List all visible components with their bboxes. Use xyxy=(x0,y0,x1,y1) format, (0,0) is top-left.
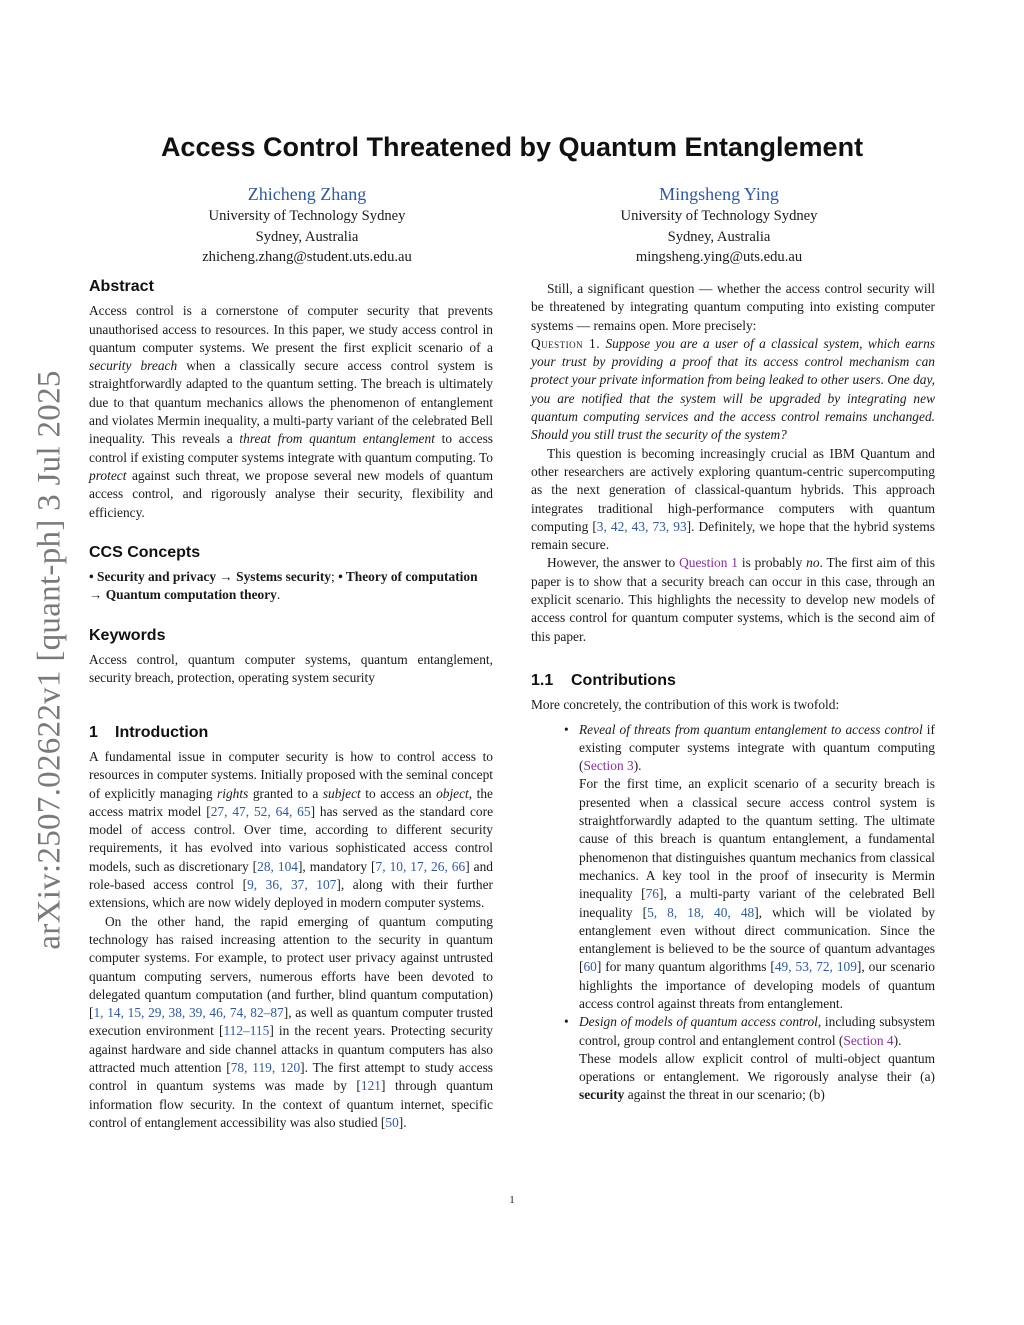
citation-link[interactable]: 9, 36, 37, 107 xyxy=(247,877,337,893)
author-block-1 xyxy=(142,182,472,268)
right-column xyxy=(531,280,935,1105)
citation-link[interactable]: 28, 104 xyxy=(257,858,298,874)
ccs-text: • Security and privacy → Systems security; • Theory of computation → Quantum computation theory. xyxy=(89,569,478,603)
keywords-text: Access control, quantum computer systems, quantum entanglement, security breach, protection, operating system security xyxy=(89,652,493,686)
author-email: mingsheng.ying@uts.edu.au xyxy=(635,249,803,265)
right-paragraph-1: Still, a significant question — whether the access control security will be threatened by integrating quantum computing into existing computer systems — remains open. More precisely: xyxy=(531,281,935,333)
citation-link[interactable]: 78, 119, 120 xyxy=(230,1059,301,1075)
author-affiliation: University of Technology Sydney xyxy=(208,208,406,224)
intro-heading: 1 Introduction xyxy=(89,723,209,741)
bullet-icon: • xyxy=(564,721,569,737)
left-column xyxy=(89,278,493,1132)
citation-link[interactable]: 76 xyxy=(645,886,659,902)
paper-title: Access Control Threatened by Quantum Entanglement xyxy=(160,132,864,162)
author-name[interactable]: Mingsheng Ying xyxy=(659,184,779,204)
citation-link[interactable]: 3, 42, 43, 73, 93 xyxy=(596,518,687,534)
section-link[interactable]: Section 4 xyxy=(843,1032,894,1048)
list-item-detail: For the first time, an explicit scenario of a security breach is presented when a classical secure access control system is straightforwardly adapted to the quantum setting. The ultimate cause of this breach is quantum entanglement, a fundamental phenomenon that distinguishes quantum mechanics from classical mechanics. A key tool in the proof of insecurity is Mermin inequality [76], a multi-party variant of the celebrated Bell inequality [5, 8, 18, 40, 48], which will be violated by entanglement even without direct communication. Since the entanglement is believed to be the source of quantum advantages [60] for many quantum algorithms [49, 53, 72, 109], our scenario highlights the importance of developing models of quantum access control against threats from entanglement. xyxy=(579,776,936,1011)
right-paragraph-2: This question is becoming increasingly crucial as IBM Quantum and other researchers are actively exploring quantum-centric supercomputing as the next generation of classical-quantum hybrids. This approach integrates traditional high-performance computers with quantum computing [3, 42, 43, 73, 93]. Definitely, we hope that the hybrid systems remain secure. xyxy=(531,445,935,553)
section-link[interactable]: Section 3 xyxy=(583,758,634,774)
author-name[interactable]: Zhicheng Zhang xyxy=(247,184,367,204)
list-item: • Design of models of quantum access control, including subsystem control, group control and entanglement control (Section 4). These models allow explicit control of multi-object quantum operations or entanglement. We rigorously analyse their (a) security against the threat in our scenario; (b) xyxy=(579,1013,935,1104)
abstract-heading: Abstract xyxy=(89,278,154,295)
abstract-text: Access control is a cornerstone of computer security that prevents unauthorised access to resources. In this paper, we study access control in quantum computer systems. We present the first explicit scenario of a security breach when a classically secure access control system is straightforwardly adapted to the quantum setting. The breach is ultimately due to that quantum mechanics allows the phenomenon of entanglement and violates Mermin inequality, a multi-party variant of the celebrated Bell inequality. This reveals a threat from quantum entanglement to access control if existing computer systems integrate with quantum computing. To protect against such threat, we propose several new models of quantum access control, and rigorously analyse their security, flexibility and efficiency. xyxy=(89,303,494,520)
contributions-heading: 1.1 Contributions xyxy=(531,671,676,689)
question-link[interactable]: Question 1 xyxy=(679,555,738,571)
list-item-detail: These models allow explicit control of multi-object quantum operations or entanglement. We rigorously analyse their (a) security against the threat in our scenario; (b) xyxy=(579,1050,935,1103)
list-item: • Reveal of threats from quantum entanglement to access control if existing computer systems integrate with quantum computing (Section 3). For the first time, an explicit scenario of a security breach is presented when a classical secure access control system is straightforwardly adapted to the quantum setting. The ultimate cause of this breach is quantum entanglement, a fundamental phenomenon that distinguishes quantum mechanics from classical mechanics. A key tool in the proof of insecurity is Mermin inequality [76], a multi-party variant of the celebrated Bell inequality [5, 8, 18, 40, 48], which will be violated by entanglement even without direct communication. Since the entanglement is believed to be the source of quantum advantages [60] for many quantum algorithms [49, 53, 72, 109], our scenario highlights the importance of developing models of quantum access control against threats from entanglement. xyxy=(579,721,935,1014)
right-paragraph-3: However, the answer to Question 1 is probably no. The first aim of this paper is to show that a security breach can occur in this case, through an explicit scenario. This highlights the necessity to develop new models of access control for quantum computer systems, which is the second aim of this paper. xyxy=(531,555,935,644)
citation-link[interactable]: 112–115 xyxy=(223,1023,270,1039)
ccs-heading: CCS Concepts xyxy=(89,543,201,561)
keywords-heading: Keywords xyxy=(89,626,166,644)
arxiv-identifier: arXiv:2507.02622v1 [quant-ph] 3 Jul 2025 xyxy=(31,370,68,950)
author-location: Sydney, Australia xyxy=(255,228,359,245)
citation-link[interactable]: 5, 8, 18, 40, 48 xyxy=(647,904,755,920)
citation-link[interactable]: 27, 47, 52, 64, 65 xyxy=(210,803,311,819)
citation-link[interactable]: 7, 10, 17, 26, 66 xyxy=(375,858,466,874)
citation-link[interactable]: 50 xyxy=(385,1114,399,1130)
page-number: 1 xyxy=(509,1194,515,1206)
author-location: Sydney, Australia xyxy=(667,228,771,245)
citation-link[interactable]: 60 xyxy=(583,959,597,975)
intro-paragraph-1: A fundamental issue in computer security is how to control access to resources in computer systems. Initially proposed with the seminal concept of explicitly managing rights granted to a subject to access an object, the access matrix model [27, 47, 52, 64, 65] has served as the standard core model of access control. Over time, according to different security requirements, it has evolved into various sophisticated access control models, such as discretionary [28, 104], mandatory [7, 10, 17, 26, 66] and role-based access control [9, 36, 37, 107], along with their further extensions, which are now widely deployed in modern computer systems. xyxy=(89,748,494,911)
question-1: Question 1. Suppose you are a user of a classical system, which earns your trust by providing a proof that its access control mechanism can protect your private information from being leaked to other users. One day, you are notified that the system will be upgraded by integrating new quantum computing services and the access control remains unchanged. Should you still trust the security of the system? xyxy=(531,335,936,443)
citation-link[interactable]: 1, 14, 15, 29, 38, 39, 46, 74, 82–87 xyxy=(93,1005,284,1021)
contributions-list xyxy=(531,721,935,1105)
intro-paragraph-2: On the other hand, the rapid emerging of quantum computing technology has raised increasing attention to the security in quantum computer systems. For example, to protect user privacy against untrusted quantum computing servers, numerous efforts have been devoted to delegated quantum computation (and further, blind quantum computation) [1, 14, 15, 29, 38, 39, 46, 74, 82–87], as well as quantum computer trusted execution environment [112–115] in the recent years. Protecting security against hardware and side channel attacks in quantum computers has also attracted much attention [78, 119, 120]. The first attempt to study access control in quantum systems was made by [121] through quantum information flow security. In the context of quantum internet, specific control of entanglement accessibility was also studied [50]. xyxy=(89,913,493,1130)
citation-link[interactable]: 121 xyxy=(360,1078,381,1094)
author-affiliation: University of Technology Sydney xyxy=(620,208,818,224)
citation-link[interactable]: 49, 53, 72, 109 xyxy=(774,959,857,975)
author-block-2 xyxy=(554,182,884,268)
author-email: zhicheng.zhang@student.uts.edu.au xyxy=(202,249,412,265)
contributions-intro: More concretely, the contribution of this work is twofold: xyxy=(531,697,840,713)
bullet-icon: • xyxy=(564,1014,569,1030)
